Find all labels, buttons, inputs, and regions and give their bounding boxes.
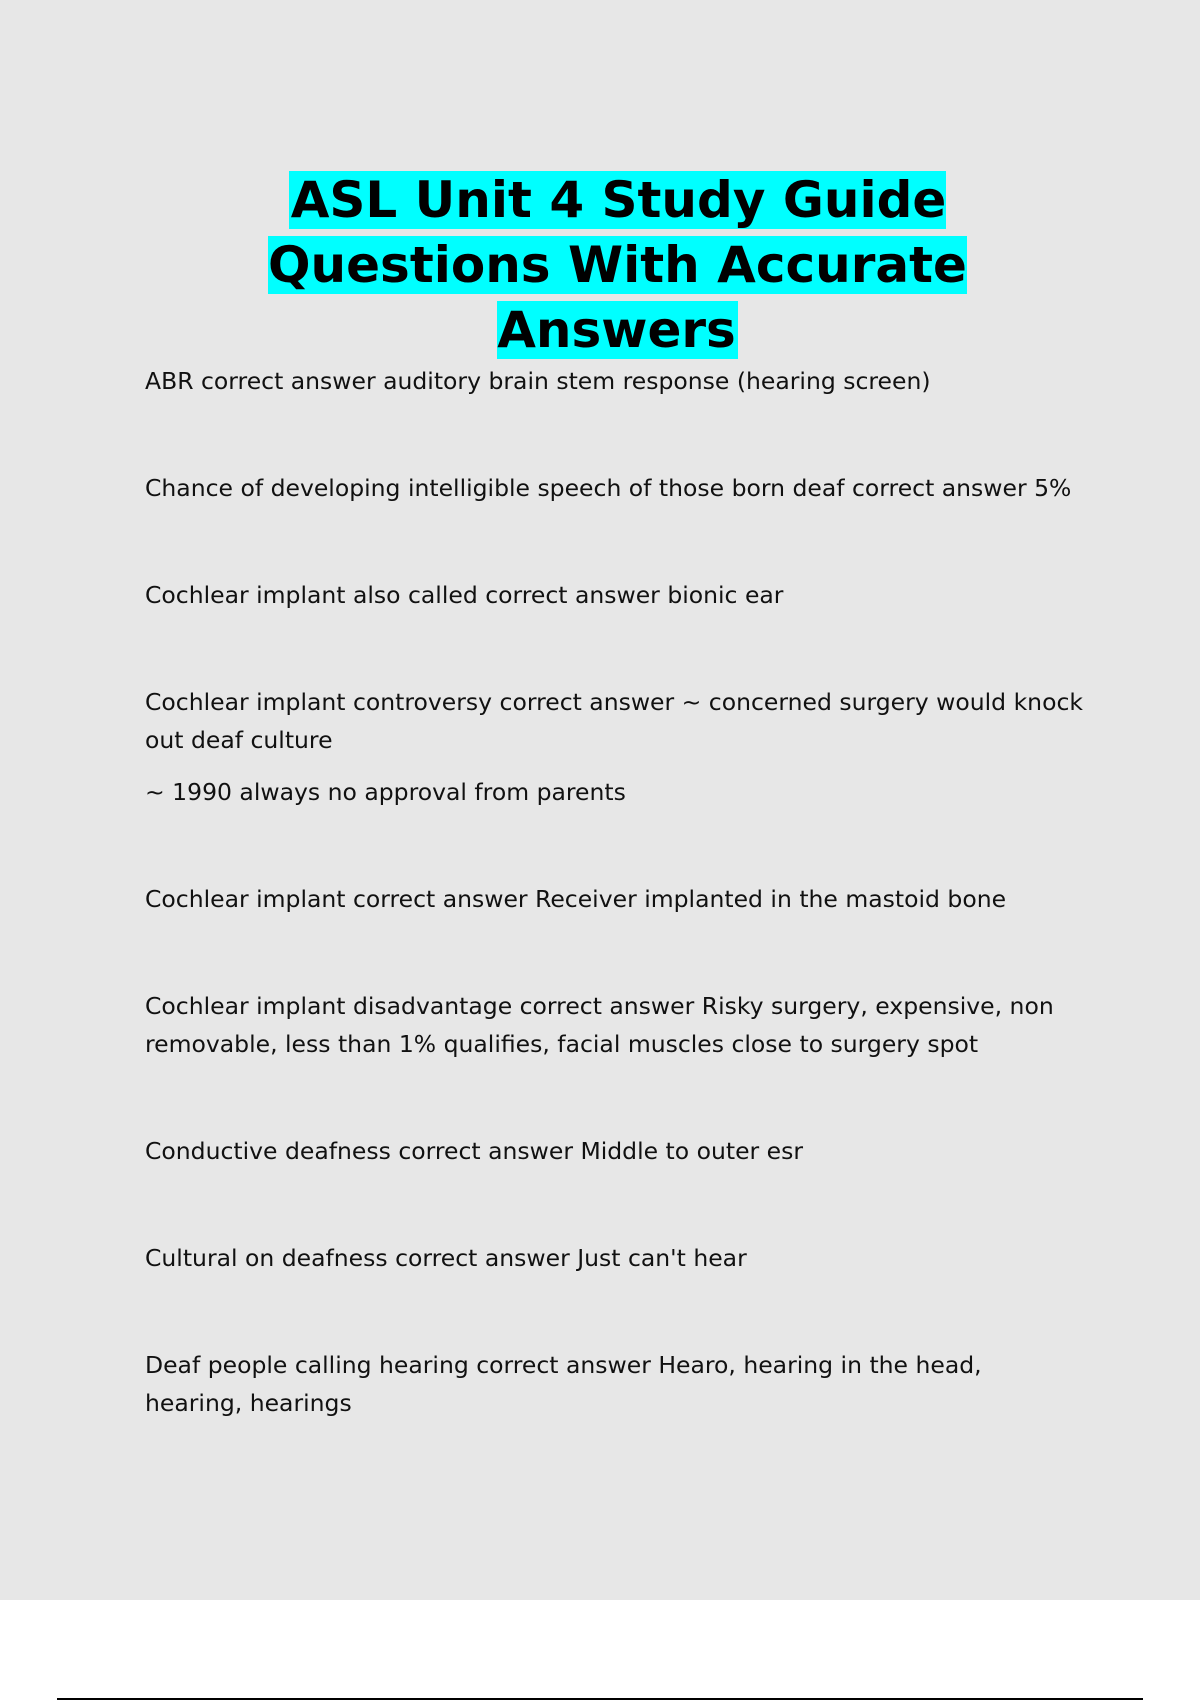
qa-entry: Cochlear implant disadvantage correct answer Risky surgery, expensive, non removable, less than 1% qualifies, facial muscles close to surgery spot — [145, 992, 1054, 1058]
qa-entry: Cultural on deafness correct answer Just can't hear — [145, 1244, 747, 1272]
qa-entry: Chance of developing intelligible speech of those born deaf correct answer 5% — [145, 474, 1072, 502]
qa-entry-continuation: ~ 1990 always no approval from parents — [145, 778, 626, 806]
qa-entry: Cochlear implant correct answer Receiver implanted in the mastoid bone — [145, 885, 1007, 913]
qa-entry: ABR correct answer auditory brain stem response (hearing screen) — [145, 367, 931, 395]
qa-list — [145, 362, 1085, 1422]
qa-entry: Cochlear implant controversy correct answer ~ concerned surgery would knock out deaf culture — [145, 688, 1083, 754]
qa-entry: Conductive deafness correct answer Middle to outer esr — [145, 1137, 804, 1165]
qa-entry: Cochlear implant also called correct answer bionic ear — [145, 581, 784, 609]
title-highlight: ASL Unit 4 Study Guide Questions With Accurate Answers — [268, 171, 967, 359]
qa-entry: Deaf people calling hearing correct answer Hearo, hearing in the head, hearing, hearings — [145, 1351, 982, 1417]
document-title — [150, 168, 1085, 363]
